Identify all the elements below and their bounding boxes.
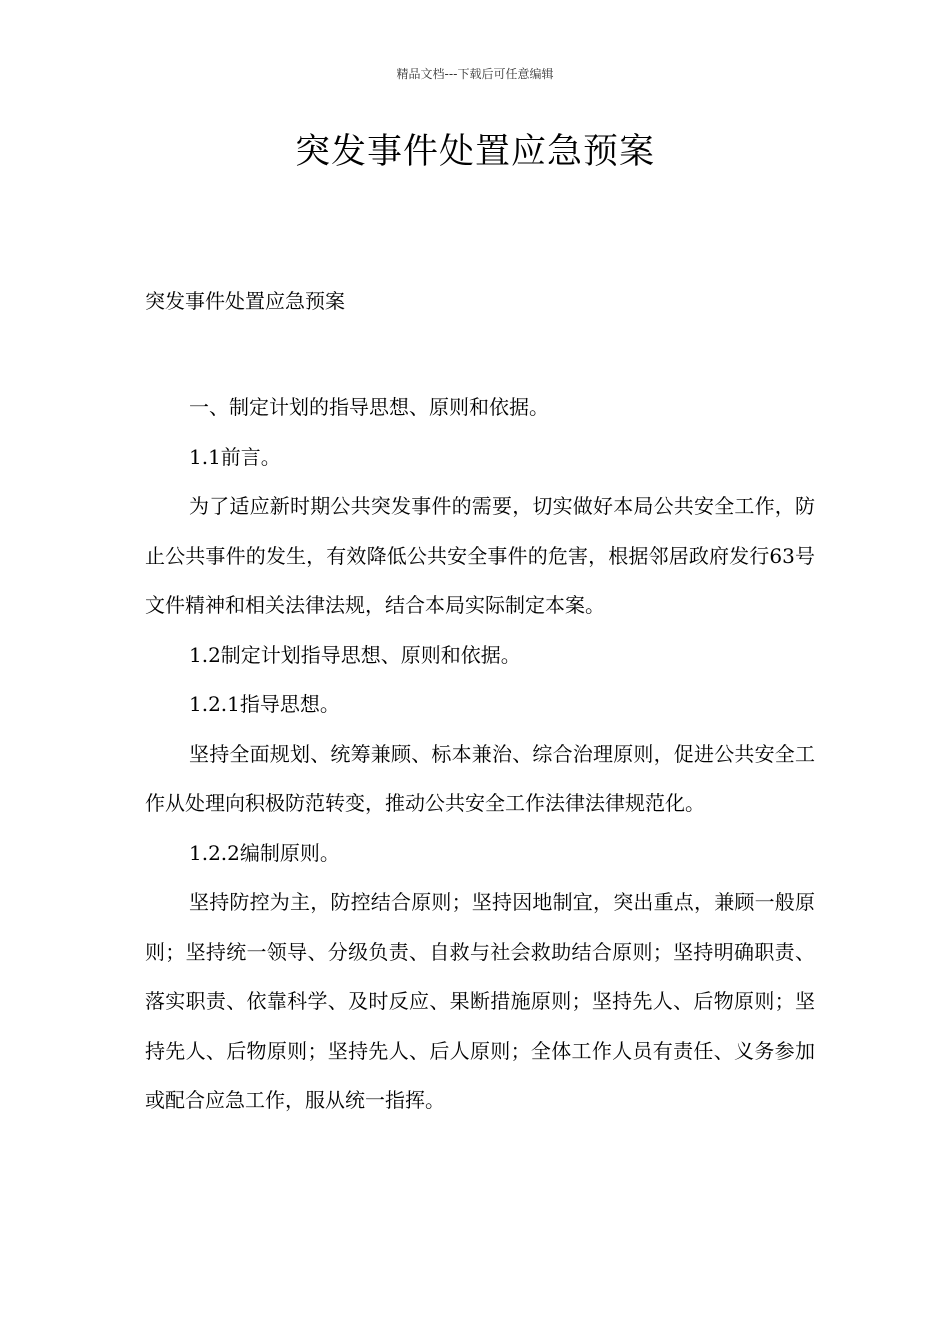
header-watermark: 精品文档---下载后可任意编辑 bbox=[396, 67, 554, 81]
subsection-heading-1-1: 1.1前言。 bbox=[189, 444, 281, 469]
document-subtitle: 突发事件处置应急预案 bbox=[145, 289, 345, 313]
subsection-heading-1-2: 1.2制定计划指导思想、原则和依据。 bbox=[189, 642, 521, 667]
body-paragraph-principles: 坚持防控为主，防控结合原则；坚持因地制宜，突出重点，兼顾一般原则；坚持统一领导、分级负责、自救与社会救助结合原则；坚持明确职责、落实职责、依靠科学、及时反应、果断措施原则；坚持先人、后物原则；坚持先人、后物原则；坚持先人、后人原则；全体工作人员有责任、义务参加或配合应急工作，服从统一指挥。 bbox=[145, 890, 815, 1112]
document-title: 突发事件处置应急预案 bbox=[294, 132, 655, 172]
subsection-heading-1-2-1: 1.2.1指导思想。 bbox=[189, 692, 340, 716]
subsection-heading-1-2-2: 1.2.2编制原则。 bbox=[189, 840, 340, 865]
body-paragraph-guiding-ideology: 坚持全面规划、统筹兼顾、标本兼治、综合治理原则，促进公共安全工作从处理向积极防范转变，推动公共安全工作法律法律规范化。 bbox=[145, 741, 815, 815]
document-body bbox=[145, 383, 815, 1126]
body-paragraph-preface: 为了适应新时期公共突发事件的需要，切实做好本局公共安全工作，防止公共事件的发生，有效降低公共安全事件的危害，根据邻居政府发行63号文件精神和相关法律法规，结合本局实际制定本案。 bbox=[145, 494, 815, 617]
section-heading-1: 一、制定计划的指导思想、原则和依据。 bbox=[189, 395, 549, 419]
